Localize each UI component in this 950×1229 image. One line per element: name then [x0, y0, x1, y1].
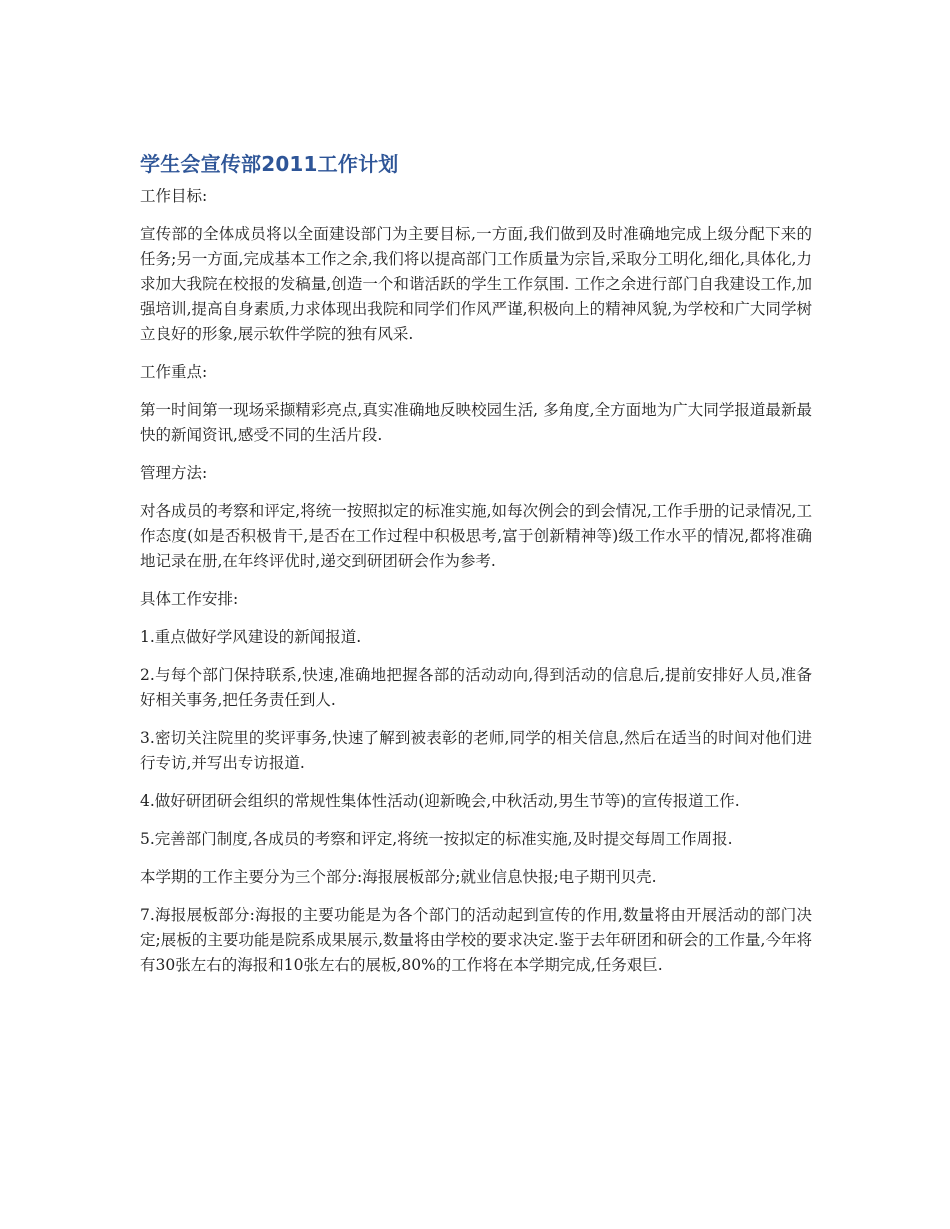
document-title: 学生会宣传部2011工作计划	[140, 152, 399, 176]
list-item-3: 3.密切关注院里的奖评事务,快速了解到被表彰的老师,同学的相关信息,然后在适当的时间对他们进行专访,并写出专访报道.	[140, 729, 812, 772]
section-heading-management: 管理方法:	[140, 464, 208, 482]
paragraph-focus: 第一时间第一现场采撷精彩亮点,真实准确地反映校园生活, 多角度,全方面地为广大同学报道最新最快的新闻资讯,感受不同的生活片段.	[140, 401, 812, 444]
list-item-5: 5.完善部门制度,各成员的考察和评定,将统一按拟定的标准实施,及时提交每周工作周报.	[140, 830, 733, 848]
list-item-2: 2.与每个部门保持联系,快速,准确地把握各部的活动动向,得到活动的信息后,提前安排好人员,准备好相关事务,把任务责任到人.	[140, 666, 812, 709]
document-page	[140, 148, 812, 991]
paragraph-semester-parts: 本学期的工作主要分为三个部分:海报展板部分;就业信息快报;电子期刊贝壳.	[140, 868, 657, 886]
paragraph-management: 对各成员的考察和评定,将统一按照拟定的标准实施,如每次例会的到会情况,工作手册的记录情况,工作态度(如是否积极肯干,是否在工作过程中积极思考,富于创新精神等)级工作水平的情况,都将准确地记录在册,在年终评优时,递交到研团研会作为参考.	[140, 502, 812, 570]
list-item-4: 4.做好研团研会组织的常规性集体性活动(迎新晚会,中秋活动,男生节等)的宣传报道工作.	[140, 792, 740, 810]
section-heading-focus: 工作重点:	[140, 363, 208, 381]
section-heading-goals: 工作目标:	[140, 187, 208, 205]
paragraph-goals: 宣传部的全体成员将以全面建设部门为主要目标,一方面,我们做到及时准确地完成上级分配下来的任务;另一方面,完成基本工作之余,我们将以提高部门工作质量为宗旨,采取分工明化,细化,具体化,力求加大我院在校报的发稿量,创造一个和谐活跃的学生工作氛围. 工作之余进行部门自我建设工作,加强培训,提高自身素质,力求体现出我院和同学们作风严谨,积极向上的精神风貌,为学校和广大同学树立良好的形象,展示软件学院的独有风采.	[140, 225, 812, 343]
section-heading-arrangements: 具体工作安排:	[140, 590, 239, 608]
list-item-7: 7.海报展板部分:海报的主要功能是为各个部门的活动起到宣传的作用,数量将由开展活动的部门决定;展板的主要功能是院系成果展示,数量将由学校的要求决定.鉴于去年研团和研会的工作量,今年将有30张左右的海报和10张左右的展板,80%的工作将在本学期完成,任务艰巨.	[140, 906, 812, 974]
list-item-1: 1.重点做好学风建设的新闻报道.	[140, 628, 362, 646]
